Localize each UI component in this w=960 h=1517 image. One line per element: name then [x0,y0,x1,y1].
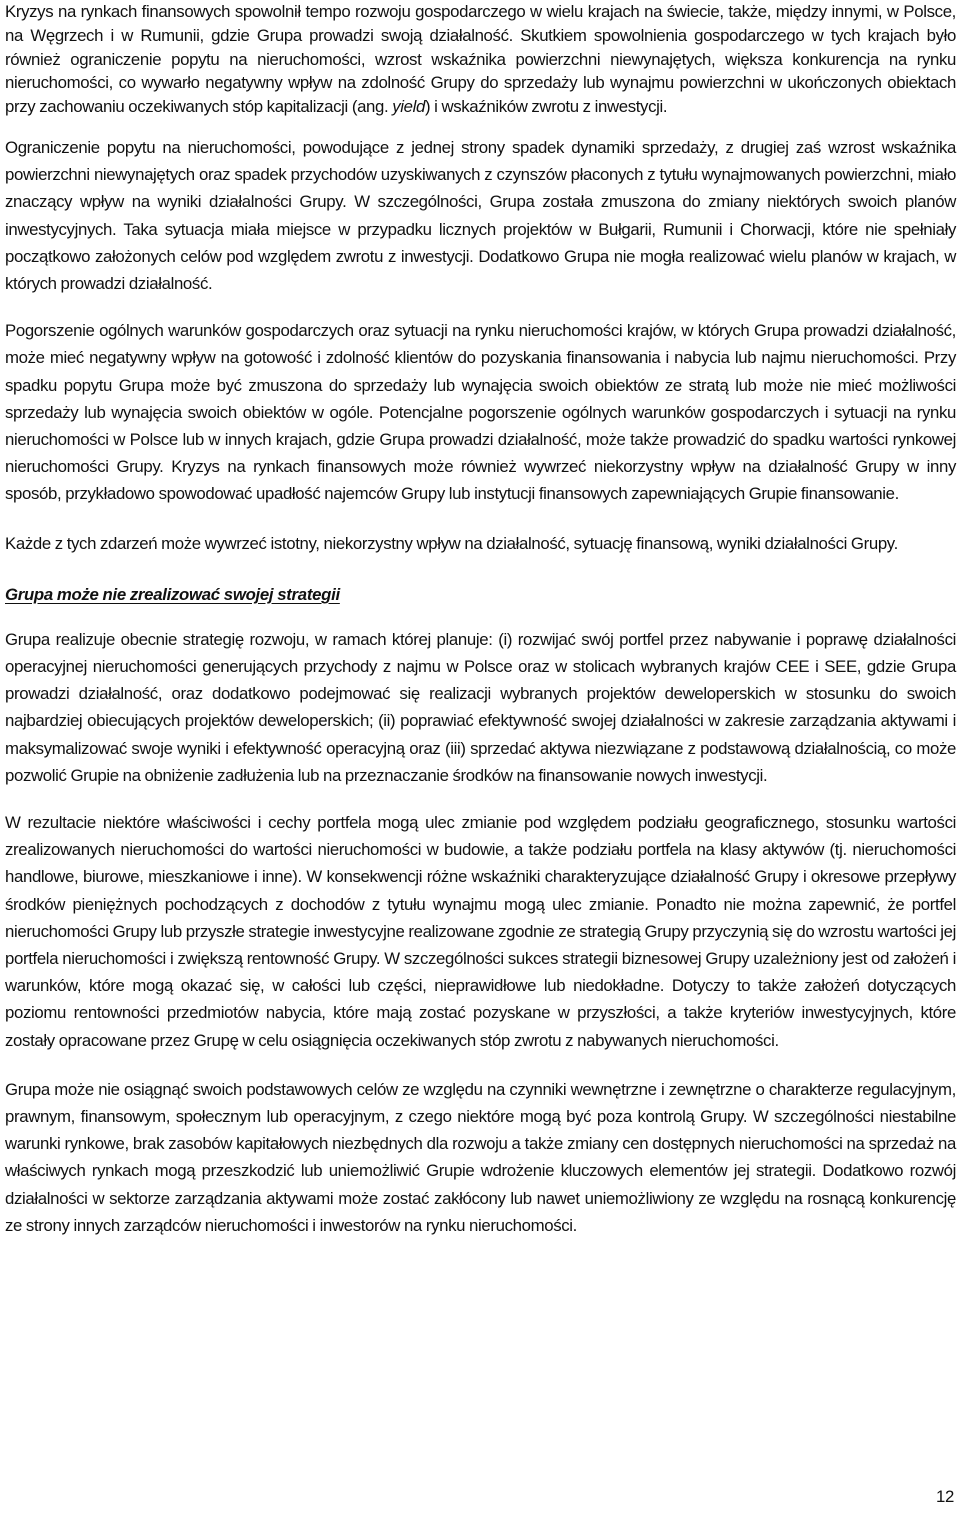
paragraph-economic-slowdown [5,0,956,119]
paragraph-text: Kryzys na rynkach finansowych spowolnił tempo rozwoju gospodarczego w wielu krajach na świecie, także, między innymi, w Polsce, na Węgrzech i w Rumunii, gdzie Grupa prowadzi swoją działalność. Skutkiem spowolnienia gospodarczego w tych krajach było również ograniczenie popytu na nieruchomości, wzrost wskaźnika powierzchni niewynajętych, większa konkurencja na rynku nieruchomości, co wywarło negatywny wpływ na zdolność Grupy do sprzedaży lub wynajmu powierzchni w ukończonych obiektach przy zachowaniu oczekiwanych stóp kapitalizacji (ang. [5,2,956,117]
paragraph-demand-limitation: Ograniczenie popytu na nieruchomości, powodujące z jednej strony spadek dynamiki sprzedaży, z drugiej zaś wzrost wskaźnika powierzchni niewynajętych oraz spadek przychodów uzyskiwanych z czynszów płaconych z tytułu wynajmowanych powierzchni, miało znaczący wpływ na wyniki działalności Grupy. W szczególności, Grupa została zmuszona do zmiany niektórych swoich planów inwestycyjnych. Taka sytuacja miała miejsce w przypadku licznych projektów w Bułgarii, Rumunii i Chorwacji, które nie spełniały początkowo założonych celów pod względem zwrotu z inwestycji. Dodatkowo Grupa nie mogła realizować wielu planów w krajach, w których prowadzi działalność. [5,137,956,293]
paragraph-text: ) i wskaźników zwrotu z inwestycji. [425,97,668,117]
paragraph-strategy: Grupa realizuje obecnie strategię rozwoju, w ramach której planuje: (i) rozwijać swój portfel przez nabywanie i poprawę działalności operacyjnej nieruchomości generujących przychody z najmu w Polsce oraz w stolicach wybranych krajów CEE i SEE, gdzie Grupa prowadzi działalność, oraz dodatkowo podejmować się realizacji wybranych projektów deweloperskich w stosunku do swoich najbardziej obiecujących projektów deweloperskich; (ii) poprawiać efektywność swojej działalności w zakresie zarządzania aktywami i maksymalizować swoje wyniki i efektywność operacyjną oraz (iii) sprzedać aktywa niezwiązane z podstawową działalnością, co może pozwolić Grupie na obniżenie zadłużenia lub na przeznaczanie środków na finansowanie nowych inwestycji. [5,629,956,785]
italic-term-yield: yield [392,97,426,117]
section-heading: Grupa może nie zrealizować swojej strategii [5,584,340,604]
paragraph-adverse-effect: Każde z tych zdarzeń może wywrzeć istotny, niekorzystny wpływ na działalność, sytuację finansową, wyniki działalności Grupy. [5,533,898,553]
paragraph-portfolio-changes: W rezultacie niektóre właściwości i cechy portfela mogą ulec zmianie pod względem podziału geograficznego, stosunku wartości zrealizowanych nieruchomości do wartości nieruchomości w budowie, a także podziału portfela na klasy aktywów (tj. nieruchomości handlowe, biurowe, mieszkaniowe i inne). W konsekwencji różne wskaźniki charakteryzujące działalność Grupy i okresowe przepływy środków pieniężnych pochodzących z dochodów z tytułu wynajmu mogą ulec zmianie. Ponadto nie można zapewnić, że portfel nieruchomości Grupy lub przyszłe strategie inwestycyjne realizowane zgodnie ze strategią Grupy przyczynią się do wzrostu wartości jej portfela nieruchomości i zwiększą rentowność Grupy. W szczególności sukces strategii biznesowej Grupy uzależniony jest od założeń i warunków, które mogą okazać się, w całości lub części, nieprawidłowe lub niedokładne. Dotyczy to także założeń dotyczących poziomu rentowności przedmiotów nabycia, które mają zostać pozyskane w przyszłości, a także kryteriów inwestycyjnych, które zostały opracowane przez Grupę w celu osiągnięcia oczekiwanych stóp zwrotu z nabywanych nieruchomości. [5,813,956,1050]
page-number: 12 [936,1487,954,1506]
paragraph-strategic-goals: Grupa może nie osiągnąć swoich podstawowych celów ze względu na czynniki wewnętrzne i zewnętrzne o charakterze regulacyjnym, prawnym, finansowym, społecznym lub operacyjnym, z czego niektóre mogą być poza kontrolą Grupy. W szczególności niestabilne warunki rynkowe, brak zasobów kapitałowych niezbędnych dla rozwoju a także zmiany cen dostępnych nieruchomości na sprzedaż na właściwych rynkach mogą przeszkodzić lub uniemożliwić Grupie wdrożenie kluczowych elementów jej strategii. Dodatkowo rozwój działalności w sektorze zarządzania aktywami może zostać zakłócony lub nawet uniemożliwiony ze względu na rosnącą konkurencję ze strony innych zarządców nieruchomości i inwestorów na rynku nieruchomości. [5,1079,956,1235]
paragraph-worsening-conditions: Pogorszenie ogólnych warunków gospodarczych oraz sytuacji na rynku nieruchomości krajów, w których Grupa prowadzi działalność, może mieć negatywny wpływ na gotowość i zdolność klientów do pozyskania finansowania i nabycia lub najmu nieruchomości. Przy spadku popytu Grupa może być zmuszona do sprzedaży lub wynajęcia swoich obiektów ze stratą lub może nie mieć możliwości sprzedaży lub wynajęcia swoich obiektów w ogóle. Potencjalne pogorszenie ogólnych warunków gospodarczych i sytuacji na rynku nieruchomości w Polsce lub w innych krajach, gdzie Grupa prowadzi działalność, może także prowadzić do spadku wartości rynkowej nieruchomości Grupy. Kryzys na rynkach finansowych może również wywrzeć niekorzystny wpływ na działalność Grupy w inny sposób, przykładowo spowodować upadłość najemców Grupy lub instytucji finansowych zapewniających Grupie finansowanie. [5,321,956,504]
